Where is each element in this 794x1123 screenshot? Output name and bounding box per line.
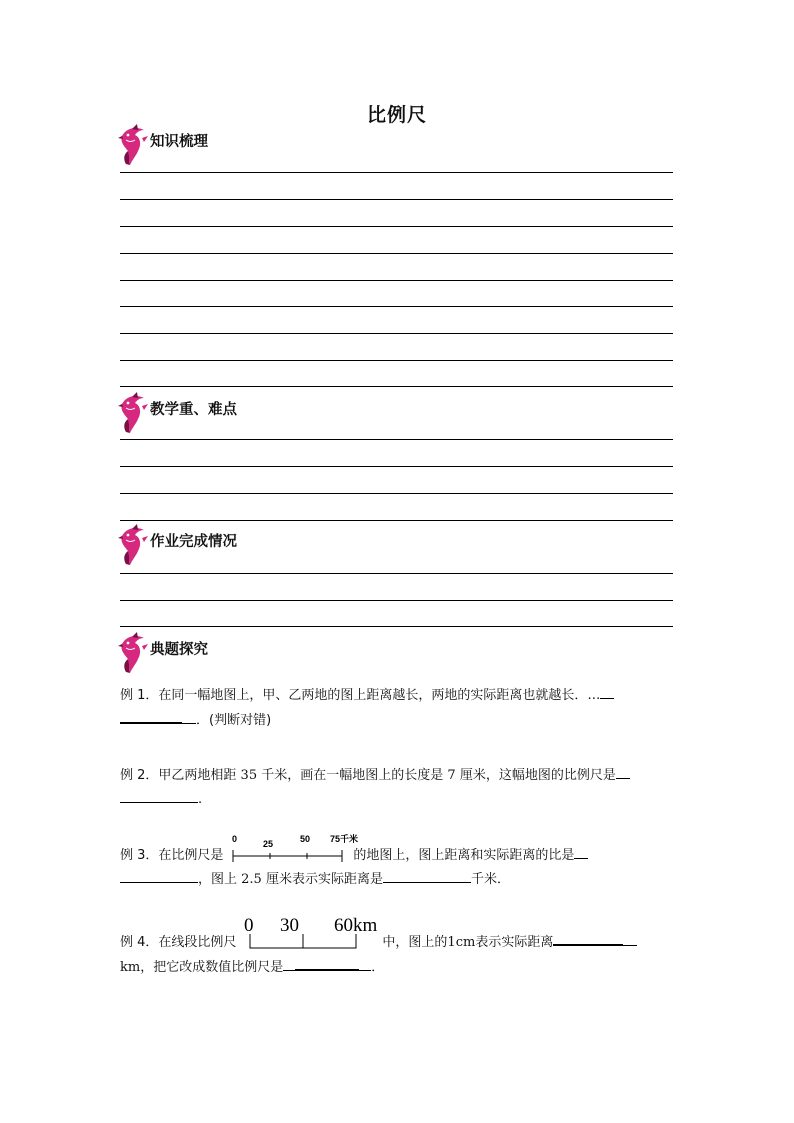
example-3-text: 厘米表示实际距离是 xyxy=(265,872,383,887)
example-4-text: ． xyxy=(371,960,385,975)
answer-blank[interactable] xyxy=(295,955,359,971)
writing-line xyxy=(120,360,673,361)
example-4-text: 例 4．在线段比例尺 xyxy=(120,935,237,950)
writing-line xyxy=(120,466,673,467)
example-3-text: 的地图上，图上距离和实际距离的比是 xyxy=(353,848,575,863)
example-2-number: 7 xyxy=(447,768,456,783)
example-4-unit: km xyxy=(120,960,141,975)
writing-line xyxy=(120,226,673,227)
answer-blank[interactable] xyxy=(283,956,295,971)
example-2-text: 千米，画在一幅地图上的长度是 xyxy=(261,768,444,783)
example-2-number: 35 xyxy=(240,768,258,783)
example-1-text: 例 1．在同一幅地图上，甲、乙两地的图上距离越长，两地的实际距离也就越长．… xyxy=(120,688,601,703)
answer-blank[interactable] xyxy=(120,708,182,724)
answer-blank[interactable] xyxy=(574,844,588,859)
answer-blank[interactable] xyxy=(553,930,623,946)
scale-label: 25 xyxy=(263,839,274,849)
example-3-text: ，图上 xyxy=(198,872,238,887)
dolphin-icon xyxy=(118,524,150,566)
dolphin-icon xyxy=(118,632,150,674)
writing-line xyxy=(120,172,673,173)
writing-line xyxy=(120,333,673,334)
scale-label: 0 xyxy=(232,834,238,844)
scale-label: 50 xyxy=(300,834,311,844)
example-4-text: ，把它改成数值比例尺是 xyxy=(140,960,284,975)
writing-line xyxy=(120,573,673,574)
answer-blank[interactable] xyxy=(120,788,198,803)
example-2-text: . xyxy=(198,792,203,807)
writing-line xyxy=(120,520,673,521)
writing-line xyxy=(120,493,673,494)
answer-blank[interactable] xyxy=(182,709,196,724)
example-1 xyxy=(120,684,680,733)
section-heading: 典题探究 xyxy=(150,642,208,658)
writing-line xyxy=(120,626,673,627)
scale-label: 30 xyxy=(280,915,299,936)
answer-blank[interactable] xyxy=(623,931,637,946)
example-4-text: 中，图上的 xyxy=(382,935,448,950)
answer-blank[interactable] xyxy=(600,684,614,699)
section-heading: 作业完成情况 xyxy=(150,534,237,550)
example-3-text: 千米． xyxy=(471,872,511,887)
scale-label: 0 xyxy=(244,915,254,936)
dolphin-icon xyxy=(118,392,150,434)
scale-bar-75km xyxy=(226,830,366,864)
writing-line xyxy=(120,600,673,601)
writing-line xyxy=(120,199,673,200)
writing-line xyxy=(120,280,673,281)
section-heading: 知识梳理 xyxy=(150,134,208,150)
writing-line xyxy=(120,253,673,254)
section-heading: 教学重、难点 xyxy=(150,402,237,418)
scale-label: 60km xyxy=(334,915,378,936)
dolphin-icon xyxy=(118,124,150,166)
answer-blank[interactable] xyxy=(383,868,471,883)
example-2-text: 例 2．甲乙两地相距 xyxy=(120,768,237,783)
example-1-note: ．(判断对错) xyxy=(196,713,272,728)
scale-label: 75千米 xyxy=(330,834,359,844)
example-4 xyxy=(120,930,680,980)
example-3-text: 例 3．在比例尺是 xyxy=(120,848,224,863)
example-4-unit: 1cm xyxy=(447,935,476,950)
writing-line xyxy=(120,439,673,440)
answer-blank[interactable] xyxy=(616,764,630,779)
page-title: 比例尺 xyxy=(366,104,427,126)
example-2 xyxy=(120,764,680,812)
scale-bar-60km xyxy=(240,910,400,952)
answer-blank[interactable] xyxy=(359,956,371,971)
example-4-text: 表示实际距离 xyxy=(475,935,554,950)
example-3-number: 2.5 xyxy=(241,872,262,887)
answer-blank[interactable] xyxy=(120,868,198,883)
example-2-text: 厘米，这幅地图的比例尺是 xyxy=(459,768,616,783)
example-3 xyxy=(120,844,680,892)
writing-line xyxy=(120,306,673,307)
writing-line xyxy=(120,386,673,387)
